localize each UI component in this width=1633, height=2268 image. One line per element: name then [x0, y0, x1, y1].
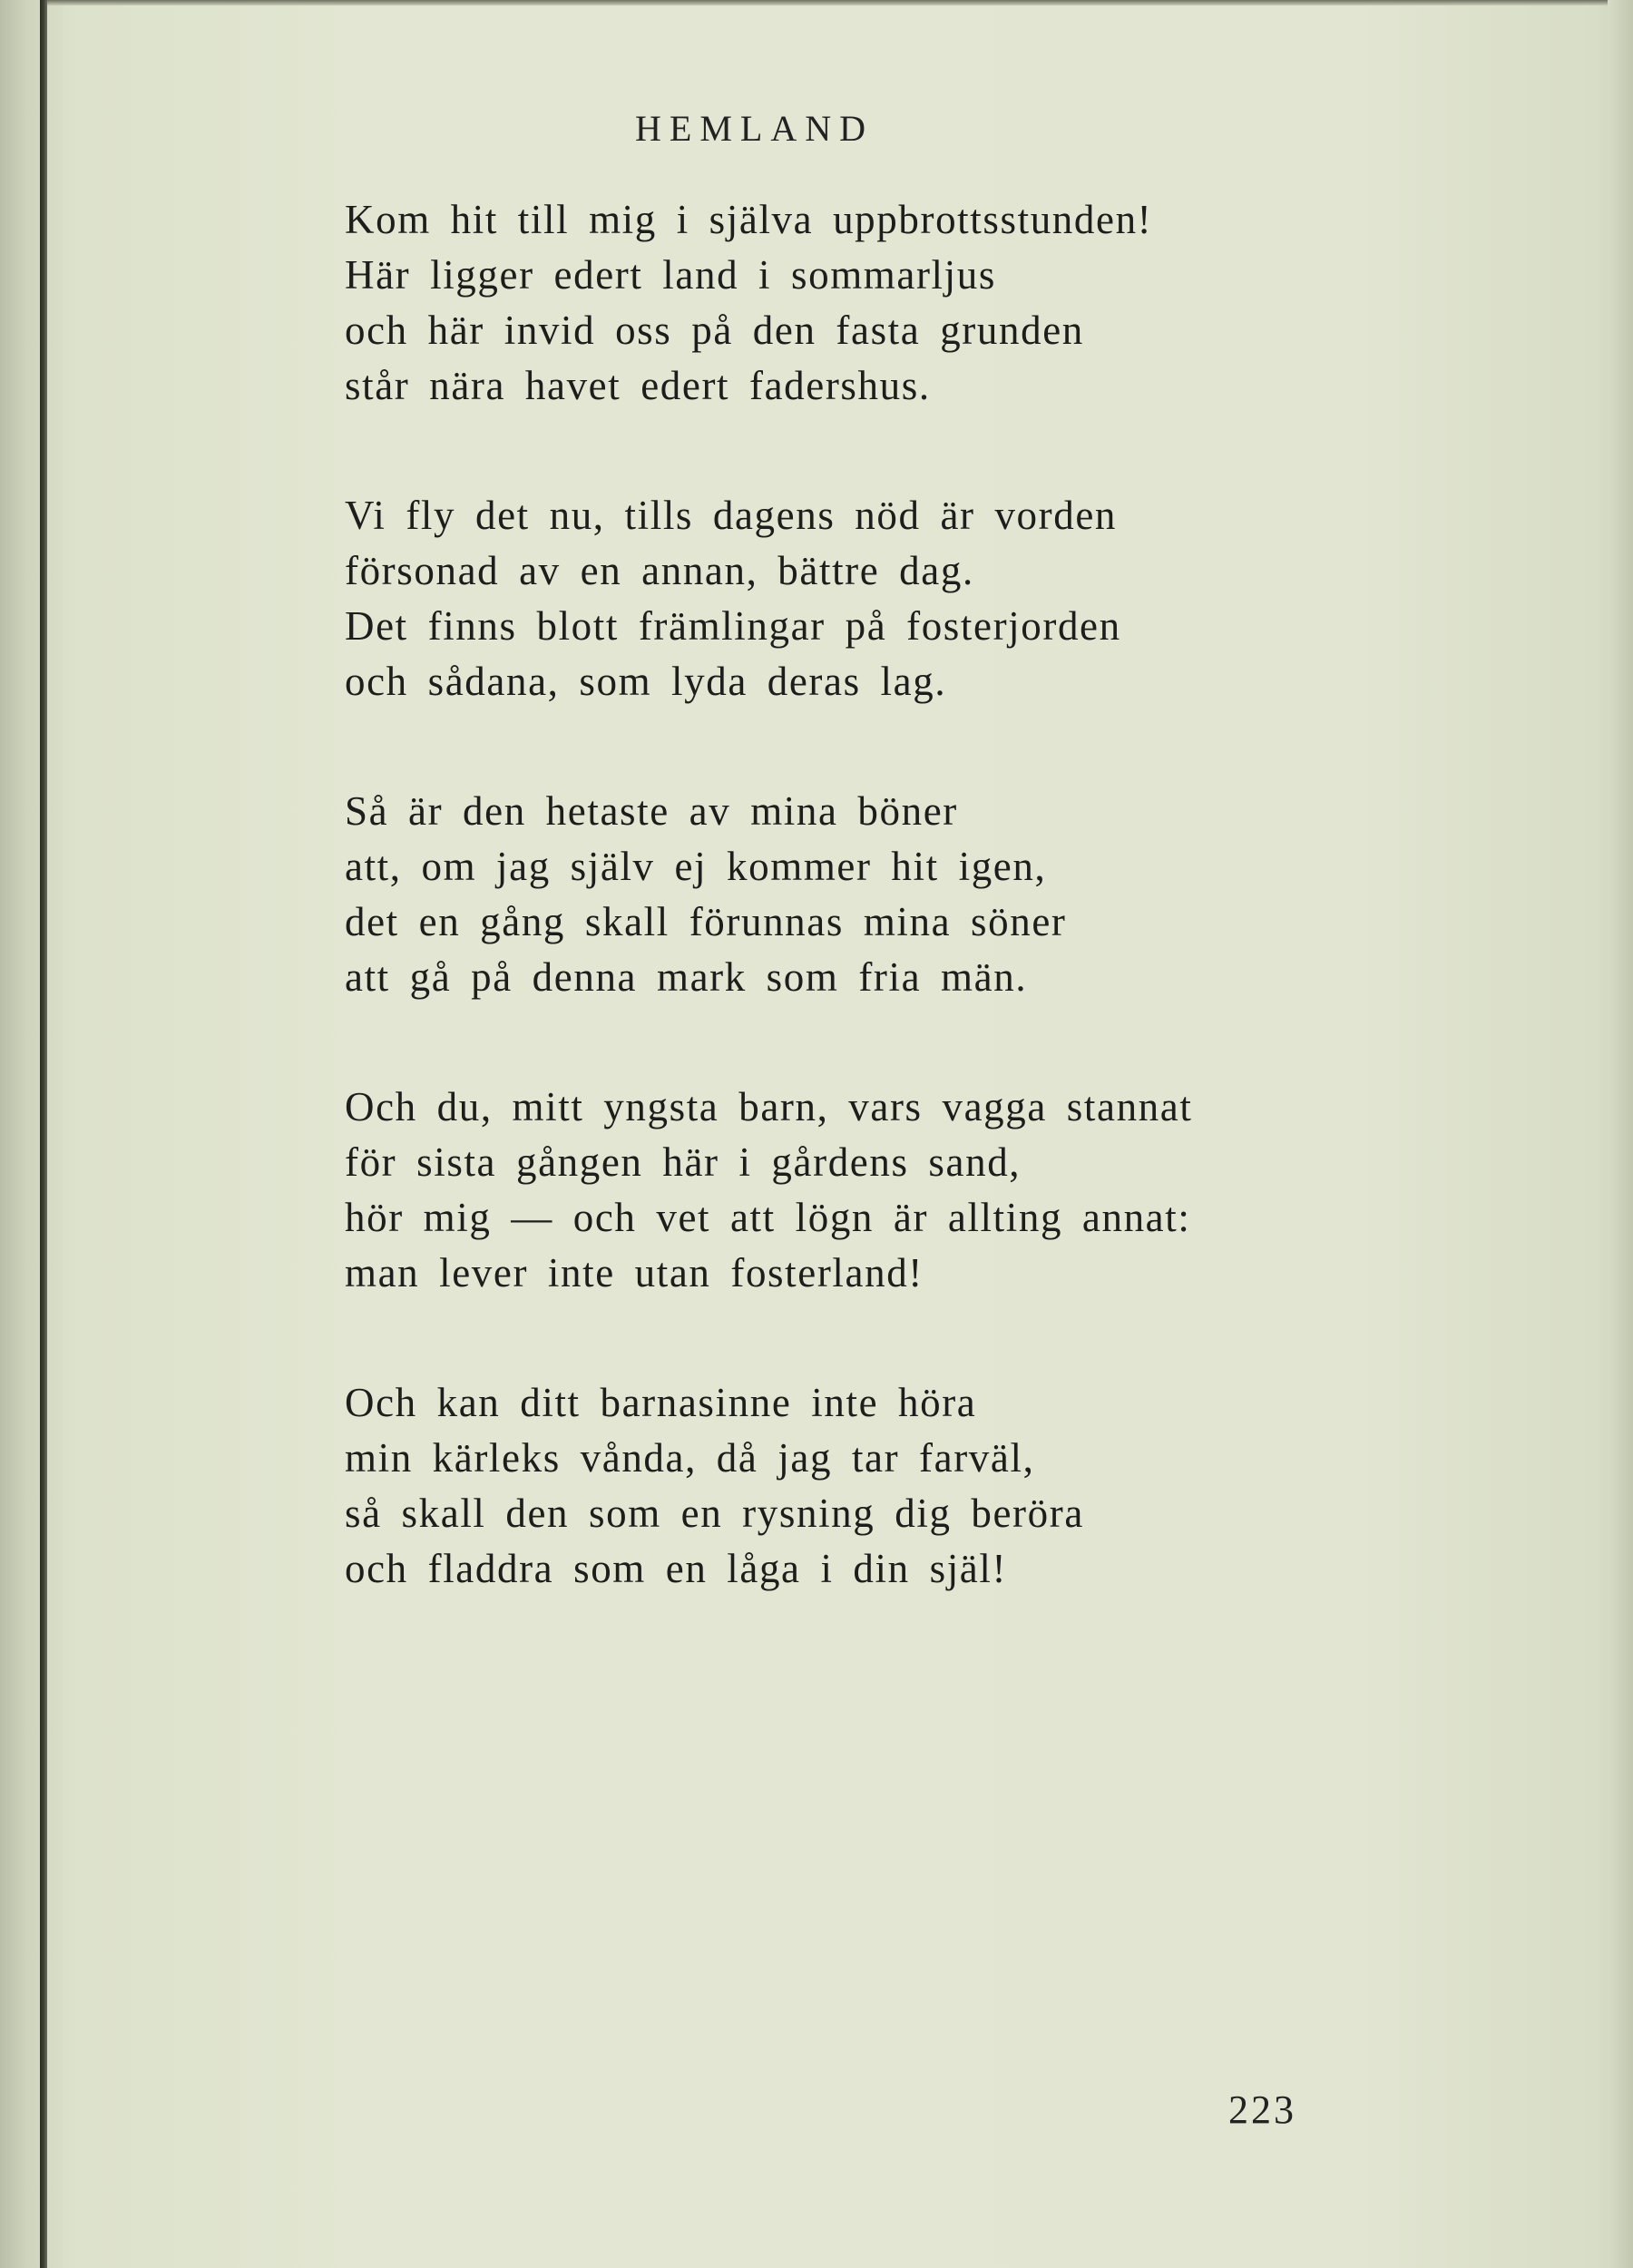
right-page-edge: [1608, 0, 1633, 2268]
poem-line: att, om jag själv ej kommer hit igen,: [345, 844, 1047, 889]
poem-line: för sista gången här i gårdens sand,: [345, 1139, 1022, 1185]
stanza-2: [345, 488, 1361, 709]
poem-line: Vi fly det nu, tills dagens nöd är vorden: [345, 493, 1118, 538]
stanza-3: [345, 784, 1361, 1005]
page-number: 223: [1228, 2087, 1296, 2132]
poem-line: det en gång skall förunnas mina söner: [345, 899, 1067, 944]
poem: [345, 192, 1361, 1671]
poem-line: försonad av en annan, bättre dag.: [345, 548, 974, 593]
poem-line: Här ligger edert land i sommarljus: [345, 252, 996, 298]
poem-line: så skall den som en rysning dig beröra: [345, 1491, 1084, 1536]
poem-line: står nära havet edert fadershus.: [345, 363, 931, 408]
poem-line: Och du, mitt yngsta barn, vars vagga stannat: [345, 1084, 1193, 1129]
spine-edge: [40, 0, 47, 2268]
poem-line: och fladdra som en låga i din själ!: [345, 1546, 1008, 1591]
poem-line: att gå på denna mark som fria män.: [345, 954, 1028, 1000]
stanza-5: [345, 1375, 1361, 1597]
poem-line: Det finns blott främlingar på fosterjorden: [345, 603, 1121, 649]
stanza-4: [345, 1080, 1361, 1301]
binding-shadow: [0, 0, 64, 2268]
poem-line: Kom hit till mig i själva uppbrottsstunden!: [345, 197, 1153, 242]
poem-line: och här invid oss på den fasta grunden: [345, 308, 1084, 353]
poem-line: hör mig — och vet att lögn är allting annat:: [345, 1195, 1191, 1240]
stanza-1: [345, 192, 1361, 414]
poem-line: Så är den hetaste av mina böner: [345, 788, 958, 834]
poem-line: min kärleks vånda, då jag tar farväl,: [345, 1435, 1035, 1481]
poem-line: man lever inte utan fosterland!: [345, 1250, 924, 1295]
top-page-edge: [47, 0, 1633, 5]
poem-line: Och kan ditt barnasinne inte höra: [345, 1380, 977, 1425]
running-head: HEMLAND: [635, 108, 874, 149]
poem-line: och sådana, som lyda deras lag.: [345, 659, 947, 704]
